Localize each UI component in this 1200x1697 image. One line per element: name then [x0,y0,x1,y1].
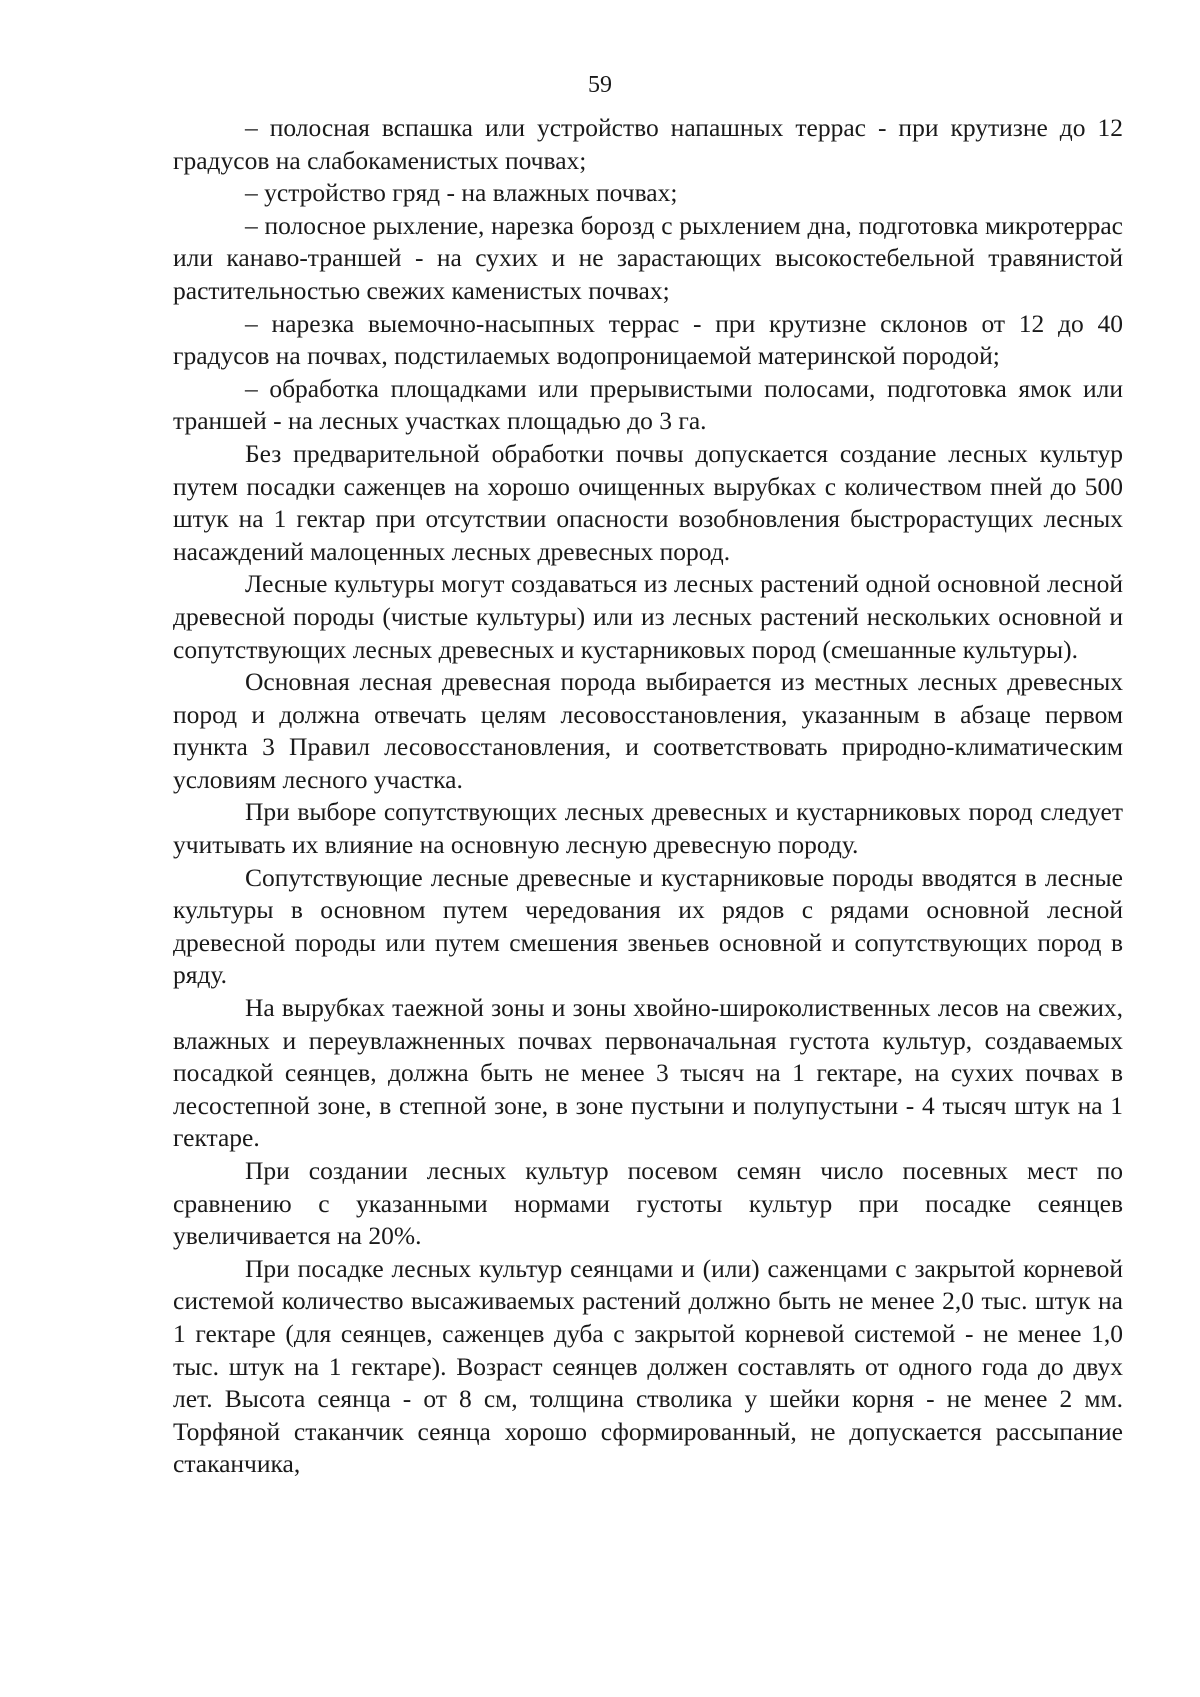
paragraph: – обработка площадками или прерывистыми полосами, подготовка ямок или траншей - на лесных участках площадью до 3 га. [173,373,1123,436]
paragraph: Основная лесная древесная порода выбирается из местных лесных древесных пород и должна отвечать целям лесовосстановления, указанным в абзаце первом пункта 3 Правил лесовосстановления, и соответствовать природно-климатическим условиям лесного участка. [173,667,1123,794]
paragraph: При посадке лесных культур сеянцами и (или) саженцами с закрытой корневой системой количество высаживаемых растений должно быть не менее 2,0 тыс. штук на 1 гектаре (для сеянцев, саженцев дуба с закрытой корневой системой - не менее 1,0 тыс. штук на 1 гектаре). Возраст сеянцев должен составлять от одного года до двух лет. Высота сеянца - от 8 см, толщина стволика у шейки корня - не менее 2 мм. Торфяной стаканчик сеянца хорошо сформированный, не допускается рассыпание стаканчика, [173,1253,1123,1479]
paragraph: – полосная вспашка или устройство напашных террас - при крутизне до 12 градусов на слабокаменистых почвах; [173,113,1123,175]
paragraph: – нарезка выемочно-насыпных террас - при крутизне склонов от 12 до 40 градусов на почвах, подстилаемых водопроницаемой материнской породой; [173,308,1123,371]
paragraph: – полосное рыхление, нарезка борозд с рыхлением дна, подготовка микротеррас или канаво-траншей - на сухих и не зарастающих высокостебельной травянистой растительностью свежих каменистых почвах; [173,210,1123,305]
paragraph: При выборе сопутствующих лесных древесных и кустарниковых пород следует учитывать их влияние на основную лесную древесную породу. [173,797,1123,860]
paragraph: На вырубках таежной зоны и зоны хвойно-широколиственных лесов на свежих, влажных и переувлажненных почвах первоначальная густота культур, создаваемых посадкой сеянцев, должна быть не менее 3 тысяч на 1 гектаре, на сухих почвах в лесостепной зоне, в степной зоне, в зоне пустыни и полупустыни - 4 тысяч штук на 1 гектаре. [173,993,1123,1153]
paragraph: – устройство гряд - на влажных почвах; [245,178,678,208]
body-text [173,112,1123,1481]
page-number: 59 [588,72,612,98]
paragraph: При создании лесных культур посевом семян число посевных мест по сравнению с указанными нормами густоты культур при посадке сеянцев увеличивается на 20%. [173,1156,1123,1251]
paragraph: Без предварительной обработки почвы допускается создание лесных культур путем посадки саженцев на хорошо очищенных вырубках с количеством пней до 500 штук на 1 гектар при отсутствии опасности возобновления быстрорастущих лесных насаждений малоценных лесных древесных пород. [173,438,1123,566]
paragraph: Сопутствующие лесные древесные и кустарниковые породы вводятся в лесные культуры в основном путем чередования их рядов с рядами основной лесной древесной породы или путем смешения звеньев основной и сопутствующих пород в ряду. [173,862,1123,990]
paragraph: Лесные культуры могут создаваться из лесных растений одной основной лесной древесной породы (чистые культуры) или из лесных растений нескольких основной и сопутствующих лесных древесных и кустарниковых пород (смешанные культуры). [173,569,1123,664]
